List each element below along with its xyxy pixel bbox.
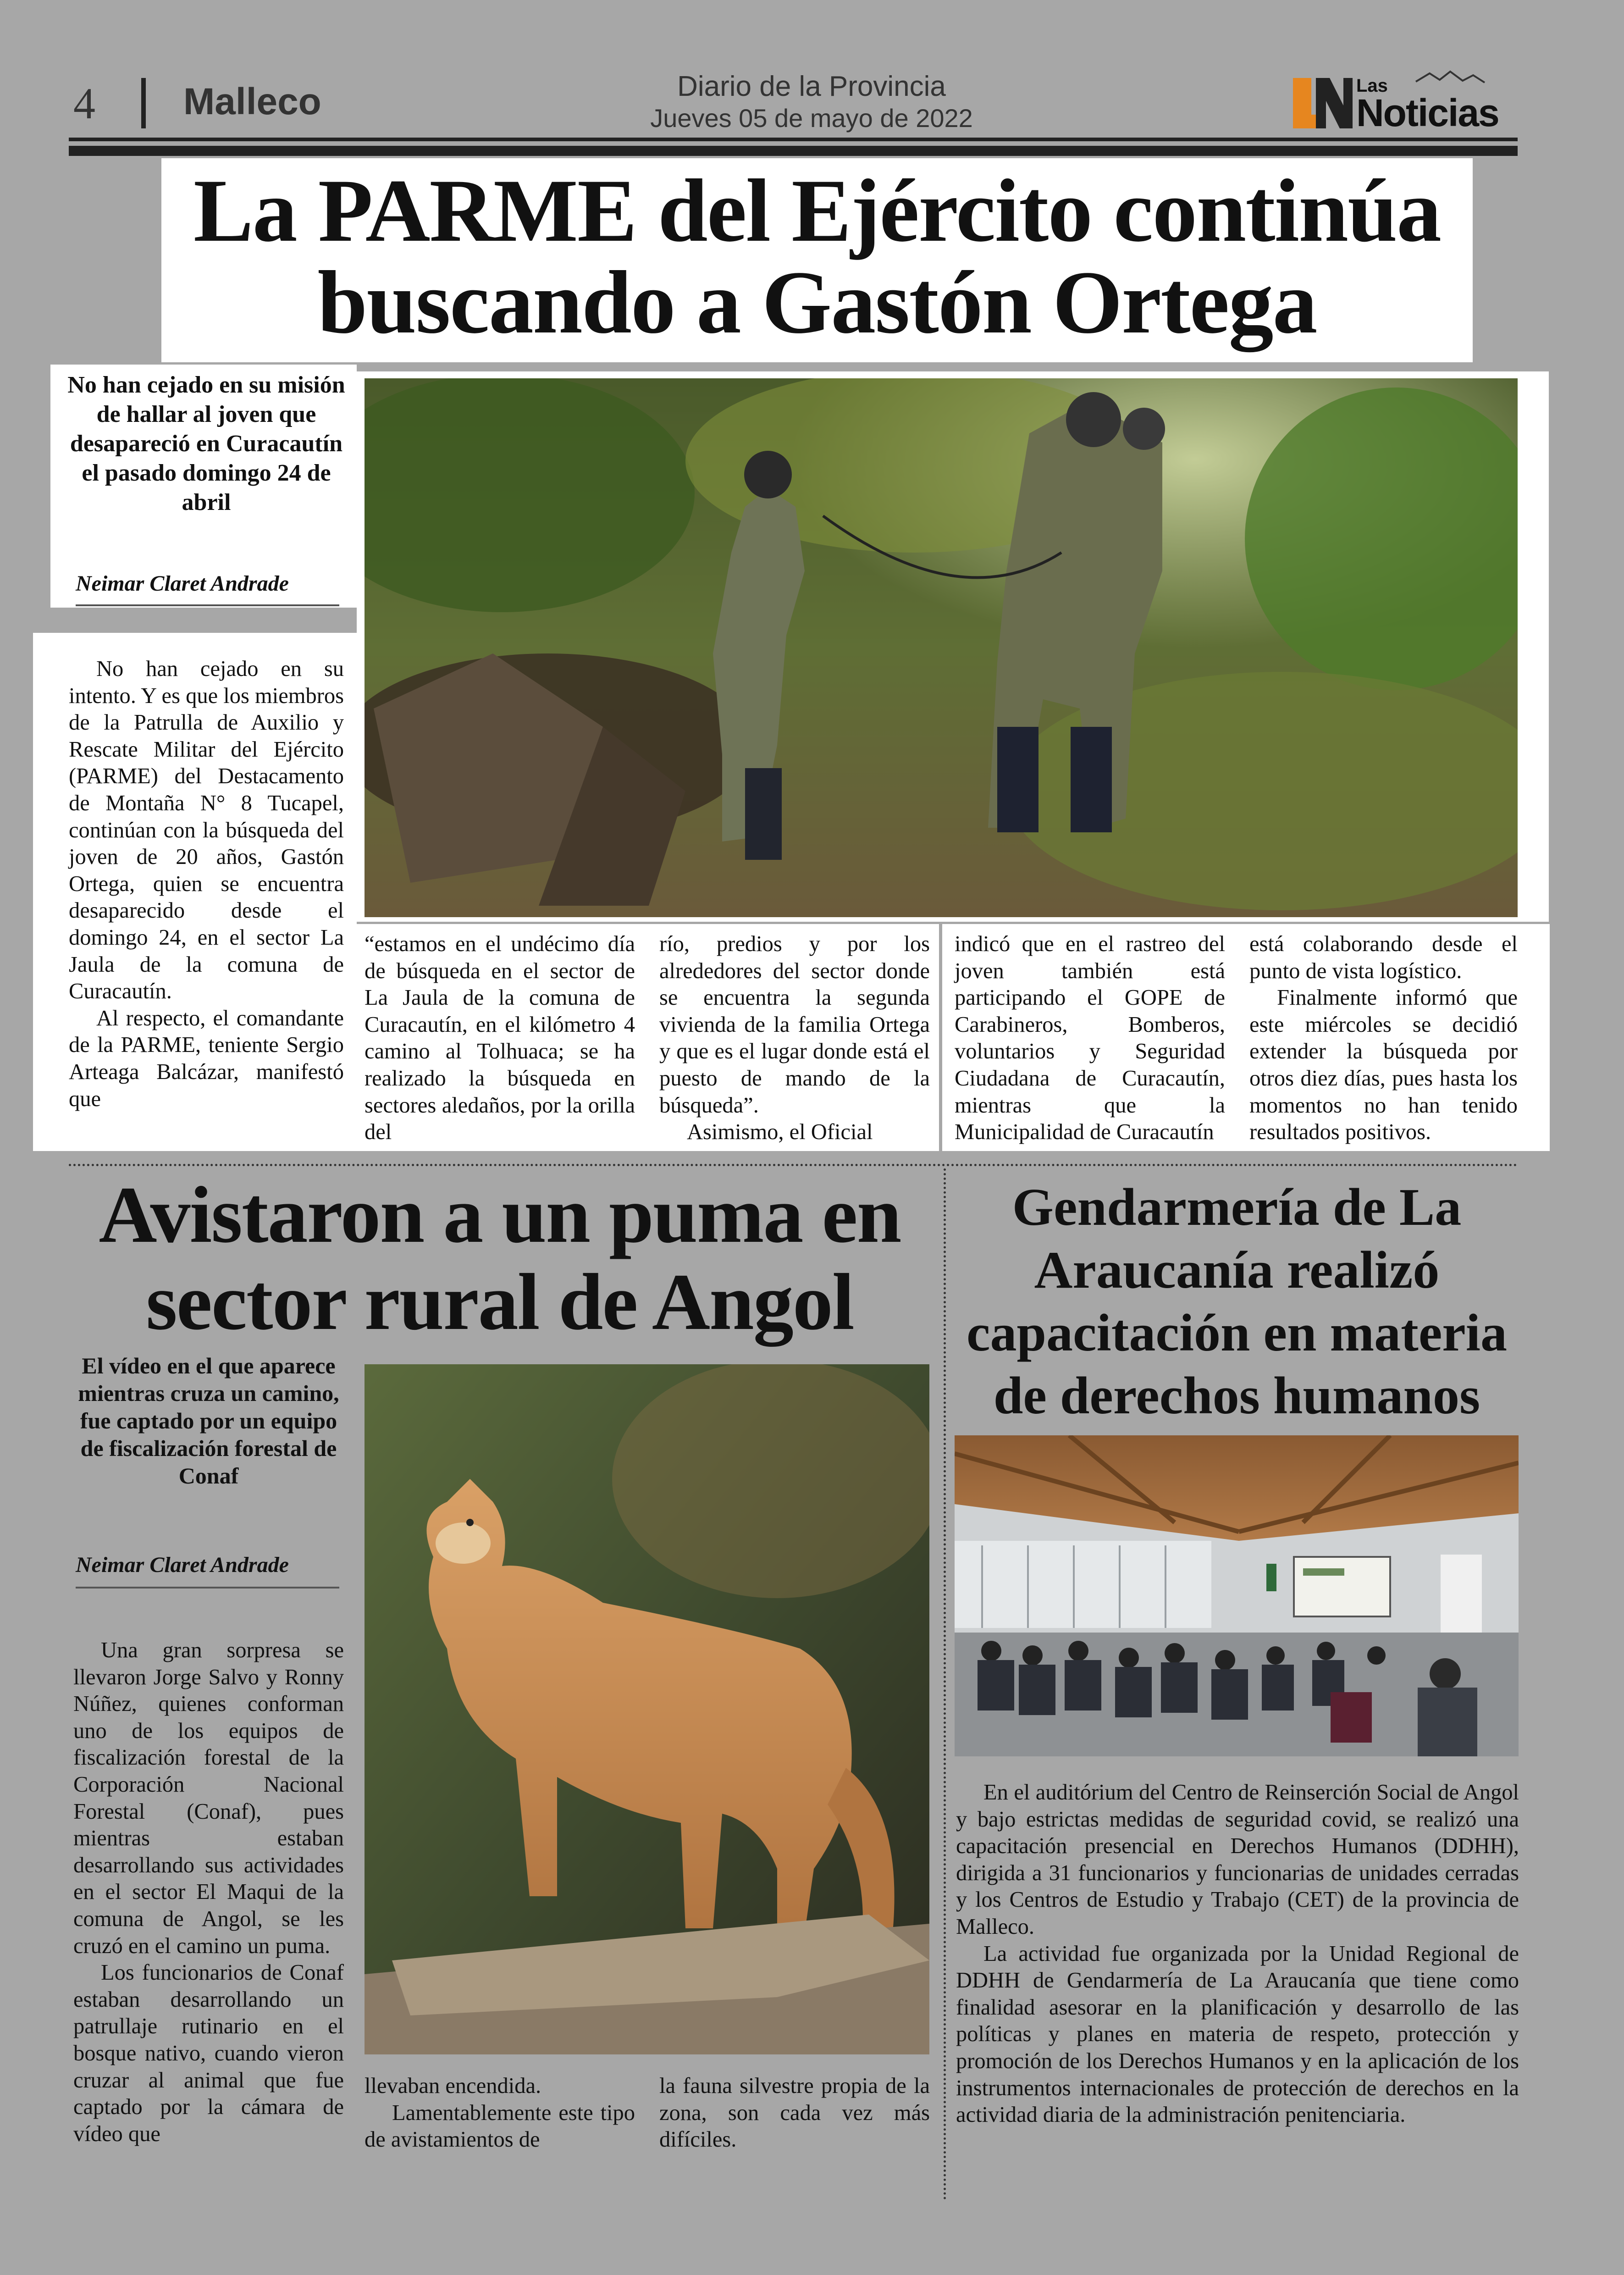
puma-col3-text: la fauna silvestre propia de la zona, son cada vez más difíciles. xyxy=(659,2074,930,2152)
puma-column-2 xyxy=(365,2073,635,2153)
parme-col2-text: “estamos en el undécimo día de búsqueda en el sector de La Jaula de la comuna de Curacautín, en el kilómetro 4 camino al Tolhuaca; se ha realizado la búsqueda en sectores aledaños, por la orilla del xyxy=(365,932,635,1145)
parme-col5-p1: está colaborando desde el punto de vista logístico. xyxy=(1249,932,1518,983)
byline-rule xyxy=(76,604,339,606)
puma-column-3 xyxy=(659,2073,930,2153)
puma-col2-p2: Lamentablemente este tipo de avistamientos de xyxy=(365,2100,635,2152)
logo-main-word: Noticias xyxy=(1356,91,1499,134)
headline-parme-line1: La PARME del Ejército continúa xyxy=(193,161,1441,260)
parme-column-3 xyxy=(659,931,930,1146)
gendarmeria-p1: En el auditórium del Centro de Reinserción Social de Angol y bajo estrictas medidas de seguridad covid, se realizó una capacitación presencial en Derechos Humanos (DDHH), dirigida a 31 funcionarios y funcionarias de unidades cerradas y los Centros de Estudio y Trabajo (CET) de la provincia de Malleco. xyxy=(956,1780,1519,1939)
parme-col1-p2: Al respecto, el comandante de la PARME, teniente Sergio Arteaga Balcázar, manifestó que xyxy=(69,1006,344,1111)
parme-column-4 xyxy=(955,931,1225,1146)
puma-column-1 xyxy=(73,1637,344,2148)
headline-puma-line1: Avistaron a un puma en xyxy=(99,1170,901,1260)
byline-puma: Neimar Claret Andrade xyxy=(76,1553,289,1577)
section-divider-vertical xyxy=(944,1168,946,2200)
las-noticias-logo xyxy=(1292,69,1521,138)
soldiers-search-photo xyxy=(365,378,1518,917)
puma-col1-p1: Una gran sorpresa se llevaron Jorge Salvo y Ronny Núñez, quienes conforman uno de los equipos de fiscalización forestal de la Corporación Nacional Forestal (Conaf), pues mientras estaban desarrollando sus actividades en el sector El Maqui de la comuna de Angol, se les cruzó en el camino un puma. xyxy=(73,1638,344,1958)
logo-mark-n xyxy=(1316,78,1353,128)
page-number: 4 xyxy=(73,79,95,128)
logo-mountains-icon xyxy=(1416,72,1485,83)
paper-name: Diario de la Provincia xyxy=(677,71,946,102)
parme-col4-text: indicó que en el rastreo del joven también está participando el GOPE de Carabineros, Bomberos, voluntarios y Seguridad Ciudadana de Curacautín, mientras que la Municipalidad de Curacautín xyxy=(955,932,1225,1145)
paper-date: Jueves 05 de mayo de 2022 xyxy=(650,104,973,133)
parme-col3-p1: río, predios y por los alrededores del sector donde se encuentra la segunda vivienda de la familia Ortega y que es el lugar donde está el puesto de mando de la búsqueda”. xyxy=(659,932,930,1118)
section-divider-horizontal xyxy=(69,1164,1518,1166)
deck-puma: El vídeo en el que aparece mientras cruza un camino, fue captado por un equipo de fiscalización forestal de Conaf xyxy=(78,1353,339,1489)
logo-top-word: Las xyxy=(1356,76,1388,96)
byline-rule-puma xyxy=(76,1587,339,1589)
header-rule-thin xyxy=(69,138,1518,141)
headline-parme-line2: buscando a Gastón Ortega xyxy=(317,253,1317,352)
parme-col5-p2: Finalmente informó que este miércoles se decidió extender la búsqueda por otros diez días, pues hasta los momentos no han tenido resultados positivos. xyxy=(1249,985,1518,1145)
puma-photo xyxy=(365,1364,929,2054)
header-rule-thick xyxy=(69,146,1518,156)
section-name: Malleco xyxy=(183,81,321,122)
byline-parme: Neimar Claret Andrade xyxy=(76,571,289,596)
parme-column-1 xyxy=(69,656,344,1113)
headline-puma-line2: sector rural de Angol xyxy=(146,1257,854,1347)
deck-parme: No han cejado en su misión de hallar al joven que desapareció en Curacautín el pasado domingo 24 de abril xyxy=(67,372,345,515)
parme-col3-p2: Asimismo, el Oficial xyxy=(687,1120,873,1145)
puma-col1-p2: Los funcionarios de Conaf estaban desarrollando un patrullaje rutinario en el bosque nativo, cuando vieron cruzar al animal que fue captado por la cámara de vídeo que xyxy=(73,1960,344,2146)
headline-puma xyxy=(69,1172,931,1346)
gendarmeria-body xyxy=(956,1779,1519,2129)
header-divider xyxy=(141,78,146,128)
parme-col1-p1: No han cejado en su intento. Y es que los miembros de la Patrulla de Auxilio y Rescate Militar del Ejército (PARME) del Destacamento de Montaña N° 8 Tucapel, continúan con la búsqueda del joven de 20 años, Gastón Ortega, quien se encuentra desaparecido desde el domingo 24, en el sector La Jaula de la comuna de Curacautín. xyxy=(69,657,344,1004)
headline-parme xyxy=(161,161,1473,352)
gendarmeria-p2: La actividad fue organizada por la Unidad Regional de DDHH de Gendarmería de La Araucanía que tiene como finalidad asesorar en la planificación y desarrollo de las políticas y planes en materia de respeto, protección y promoción de los Derechos Humanos y en la aplicación de los instrumentos internacionales de protección de derechos en la actividad diaria de la administración penitenciaria. xyxy=(956,1941,1519,2127)
headline-gendarmeria: Gendarmería de La Araucanía realizó capacitación en materia de derechos humanos xyxy=(966,1178,1508,1425)
auditorium-training-photo xyxy=(955,1435,1519,1756)
parme-column-2 xyxy=(365,931,635,1146)
parme-column-5 xyxy=(1249,931,1518,1146)
puma-col2-p1: llevaban encendida. xyxy=(365,2074,541,2098)
